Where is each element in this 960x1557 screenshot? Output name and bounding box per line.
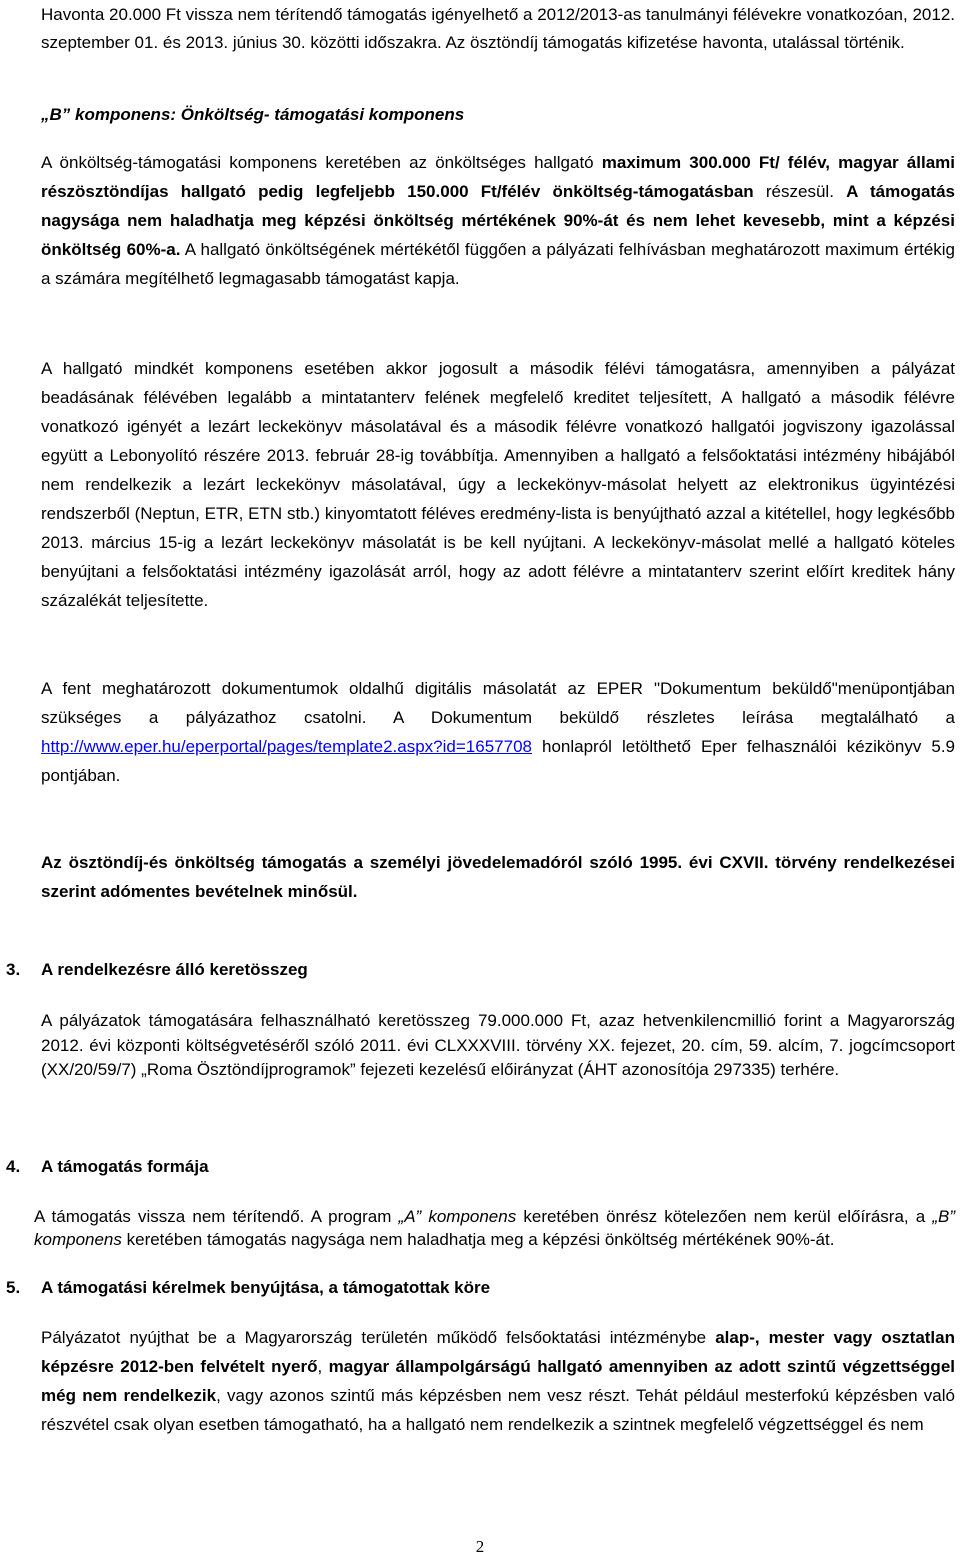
section-5-body: Pályázatot nyújthat be a Magyarország területén működő felsőoktatási intézménybe alap-, mester vagy osztatlan képzésre 2012-ben felvételt nyerő, magyar állampolgárságú hallgató amennyiben az adott szintű végzettséggel még nem rendelkezik, vagy azonos szintű más képzésben nem vesz részt. Tehát például mesterfokú képzésben való részvétel csak olyan esetben támogatható, ha a hallgató nem rendelkezik a szintnek megfelelő végzettséggel és nem [41, 1328, 955, 1434]
heading-b-component: „B” komponens: Önköltség- támogatási komponens [41, 105, 465, 124]
paragraph-b-component: A önköltség-támogatási komponens keretében az önköltséges hallgató maximum 300.000 Ft/ félév, magyar állami részösztöndíjas hallgató pedig legfeljebb 150.000 Ft/félév önköltség-támogatásban részesül. A támogatás nagysága nem haladhatja meg képzési önköltség mértékének 90%-át és nem lehet kevesebb, mint a képzési önköltség 60%-a. A hallgató önköltségének mértékétől függően a pályázati felhívásban meghatározott maximum értékig a számára megítélhető legmagasabb támogatást kapja. [41, 153, 955, 288]
section-3-body: A pályázatok támogatására felhasználható keretösszeg 79.000.000 Ft, azaz hetvenkilencmillió forint a Magyarország 2012. évi központi költségvetéséről szóló 2011. évi CLXXXVIII. törvény XX. fejezet, 20. cím, 59. alcím, 7. jogcímcsoport (XX/20/59/7) „Roma Ösztöndíjprogramok” fejezeti kezelésű előirányzat (ÁHT azonosítója 297335) terhére. [41, 1011, 955, 1079]
paragraph-second-semester: A hallgató mindkét komponens esetében akkor jogosult a második félévi támogatásra, amennyiben a pályázat beadásának félévében legalább a mintatanterv felének megfelelő kreditet teljesített, A hallgató a második félévre vonatkozó igényét a lezárt leckekönyv másolatával és a második félévre vonatkozó hallgatói jogviszony igazolással együtt a Lebonyolító részére 2013. február 28-ig továbbítja. Amennyiben a hallgató a felsőoktatási intézmény hibájából nem rendelkezik a lezárt leckekönyv másolatával, úgy a leckekönyv-másolat helyett az elektronikus ügyintézési rendszerből (Neptun, ETR, ETN stb.) kinyomtatott féléves eredmény-lista is benyújtható azzal a kitétellel, hogy legkésőbb 2013. március 15-ig a lezárt leckekönyv másolatát is be kell nyújtani. A leckekönyv-másolat mellé a hallgató köteles benyújtani a felsőoktatási intézmény igazolását arról, hogy az adott félévre a mintatanterv szerint előírt kreditek hány százalékát teljesítette. [41, 359, 955, 610]
section-4-number: 4. [6, 1157, 21, 1176]
paragraph-eper-upload: A fent meghatározott dokumentumok oldalhű digitális másolatát az EPER "Dokumentum beküldő"menüpontjában szükséges a pályázathoz csatolni. A Dokumentum beküldő részletes leírása megtalálható a http://www.eper.hu/eperportal/pages/template2.aspx?id=1657708 honlapról letölthető Eper felhasználói kézikönyv 5.9 pontjában. [41, 679, 955, 785]
paragraph-monthly-support: Havonta 20.000 Ft vissza nem térítendő támogatás igényelhető a 2012/2013-as tanulmányi félévekre vonatkozóan, 2012. szeptember 01. és 2013. június 30. közötti időszakra. Az ösztöndíj támogatás kifizetése havonta, utalással történik. [41, 5, 955, 52]
section-4-title: A támogatás formája [41, 1157, 209, 1176]
paragraph-tax-exempt: Az ösztöndíj-és önköltség támogatás a személyi jövedelemadóról szóló 1995. évi CXVII. törvény rendelkezései szerint adómentes bevételnek minősül. [41, 853, 955, 901]
section-3-title: A rendelkezésre álló keretösszeg [41, 960, 308, 979]
section-5-number: 5. [6, 1278, 21, 1297]
page-number: 2 [475, 1537, 485, 1556]
eper-manual-link[interactable]: http://www.eper.hu/eperportal/pages/template2.aspx?id=1657708 [41, 737, 532, 756]
section-4-body: A támogatás vissza nem térítendő. A program „A” komponens keretében önrész kötelezően nem kerül előírásra, a „B” komponens keretében támogatás nagysága nem haladhatja meg a képzési önköltség mértékének 90%-át. [34, 1207, 955, 1249]
section-5-title: A támogatási kérelmek benyújtása, a támogatottak köre [41, 1278, 491, 1297]
section-3-number: 3. [6, 960, 21, 979]
